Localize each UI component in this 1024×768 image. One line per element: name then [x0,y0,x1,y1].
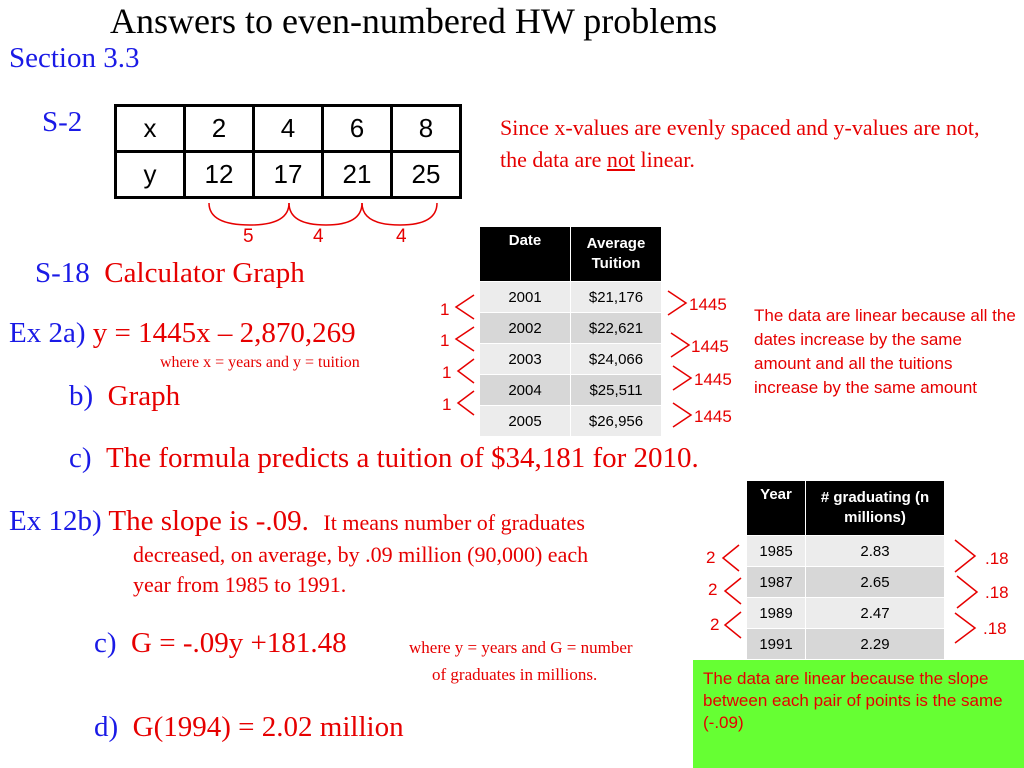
tuition-cell-value: $25,511 [571,375,662,406]
graduates-cell-year: 1991 [747,629,806,660]
ex2b-label: b) [69,380,94,412]
xy-header-x: x [116,106,185,152]
graduates-cell-value: 2.83 [806,536,945,567]
graduates-cell-year: 1987 [747,567,806,598]
ex12b-meaning: year from 1985 to 1991. [133,572,347,597]
ex2a-label: Ex 2a) [9,317,86,349]
tuition-cell-value: $21,176 [571,282,662,313]
tuition-cell-date: 2004 [480,375,571,406]
graduates-right-diff: .18 [983,619,1007,638]
tuition-right-diff: 1445 [689,295,727,314]
graduates-header-year: Year [747,481,806,536]
tuition-left-diff: 1 [440,300,450,319]
tuition-right-diff: 1445 [694,407,732,426]
graduates-cell-year: 1989 [747,598,806,629]
ex2c-label: c) [69,442,92,474]
right-bracket-icon [955,613,975,643]
right-bracket-icon [671,333,689,357]
ex12c-where: where y = years and G = number [409,638,633,657]
s2-label: S-2 [42,106,83,138]
difference-arc [362,203,437,225]
xy-cell: 25 [392,152,461,198]
page-title: Answers to even-numbered HW problems [110,1,718,41]
graduates-right-diff: .18 [985,583,1009,602]
left-bracket-icon [458,391,474,415]
s2-difference: 5 [243,226,254,247]
graduates-linearity-note: The data are linear because the slope between each pair of points is the same (-.09) [703,669,1003,732]
tuition-left-diff: 1 [442,363,452,382]
left-bracket-icon [723,545,739,571]
left-bracket-icon [456,295,474,319]
ex2c-text: The formula predicts a tuition of $34,181 for 2010. [106,442,699,474]
s2-difference: 4 [396,226,407,247]
right-bracket-icon [668,291,686,315]
tuition-cell-date: 2001 [480,282,571,313]
ex12b-label: Ex 12b) [9,505,102,537]
ex2a-where: where x = years and y = tuition [160,354,360,371]
ex12d-label: d) [94,711,119,743]
s2-explanation-emphasis: not [606,147,635,172]
ex12d-text: G(1994) = 2.02 million [132,711,404,743]
tuition-cell-date: 2005 [480,406,571,437]
ex12c-equation: G = -.09y +181.48 [131,627,347,659]
ex12c-label: c) [94,627,117,659]
xy-cell: 12 [185,152,254,198]
graduates-left-diff: 2 [710,615,720,634]
left-bracket-icon [458,359,474,383]
right-bracket-icon [673,366,691,390]
difference-arc [209,203,289,225]
tuition-right-diff: 1445 [694,370,732,389]
graduates-right-diff: .18 [985,549,1009,568]
tuition-linearity-note: The data are linear because all the dates increase by the same amount and all the tuitions increase by the same amount [754,306,1016,397]
xy-header-y: y [116,152,185,198]
xy-cell: 17 [254,152,323,198]
difference-arc [289,203,362,225]
xy-cell: 4 [254,106,323,152]
s18-text: Calculator Graph [104,257,305,289]
ex12b-slope: The slope is -.09. [108,505,309,537]
s2-explanation-tail: linear. [635,147,695,172]
graduates-cell-value: 2.29 [806,629,945,660]
graduates-left-diff: 2 [706,548,716,567]
tuition-header-tuition: Average Tuition [571,227,662,282]
tuition-left-diff: 1 [440,331,450,350]
ex2a-equation: y = 1445x – 2,870,269 [92,317,356,349]
tuition-cell-date: 2003 [480,344,571,375]
left-bracket-icon [725,578,741,604]
right-bracket-icon [673,403,691,427]
s2-difference: 4 [313,226,324,247]
xy-cell: 2 [185,106,254,152]
section-heading: Section 3.3 [9,42,140,74]
left-bracket-icon [725,612,741,638]
graduates-header-count: # graduating (n millions) [806,481,945,536]
graduates-cell-value: 2.47 [806,598,945,629]
right-bracket-icon [955,540,975,572]
left-bracket-icon [456,327,474,351]
tuition-cell-value: $24,066 [571,344,662,375]
tuition-cell-value: $26,956 [571,406,662,437]
s18-label: S-18 [35,257,90,289]
xy-cell: 8 [392,106,461,152]
tuition-left-diff: 1 [442,395,452,414]
ex12b-meaning: decreased, on average, by .09 million (90,000) each [133,542,589,567]
tuition-right-diff: 1445 [691,337,729,356]
tuition-cell-date: 2002 [480,313,571,344]
ex2b-text: Graph [107,380,181,412]
tuition-cell-value: $22,621 [571,313,662,344]
s2-explanation-text: Since x-values are evenly spaced and y-values are not, the data are [500,115,980,172]
xy-cell: 6 [323,106,392,152]
right-bracket-icon [957,576,977,608]
ex12b-meaning: It means number of graduates [323,510,585,535]
graduates-cell-year: 1985 [747,536,806,567]
ex12c-where: of graduates in millions. [432,665,598,684]
tuition-header-date: Date [480,227,571,282]
graduates-left-diff: 2 [708,580,718,599]
xy-cell: 21 [323,152,392,198]
graduates-cell-value: 2.65 [806,567,945,598]
